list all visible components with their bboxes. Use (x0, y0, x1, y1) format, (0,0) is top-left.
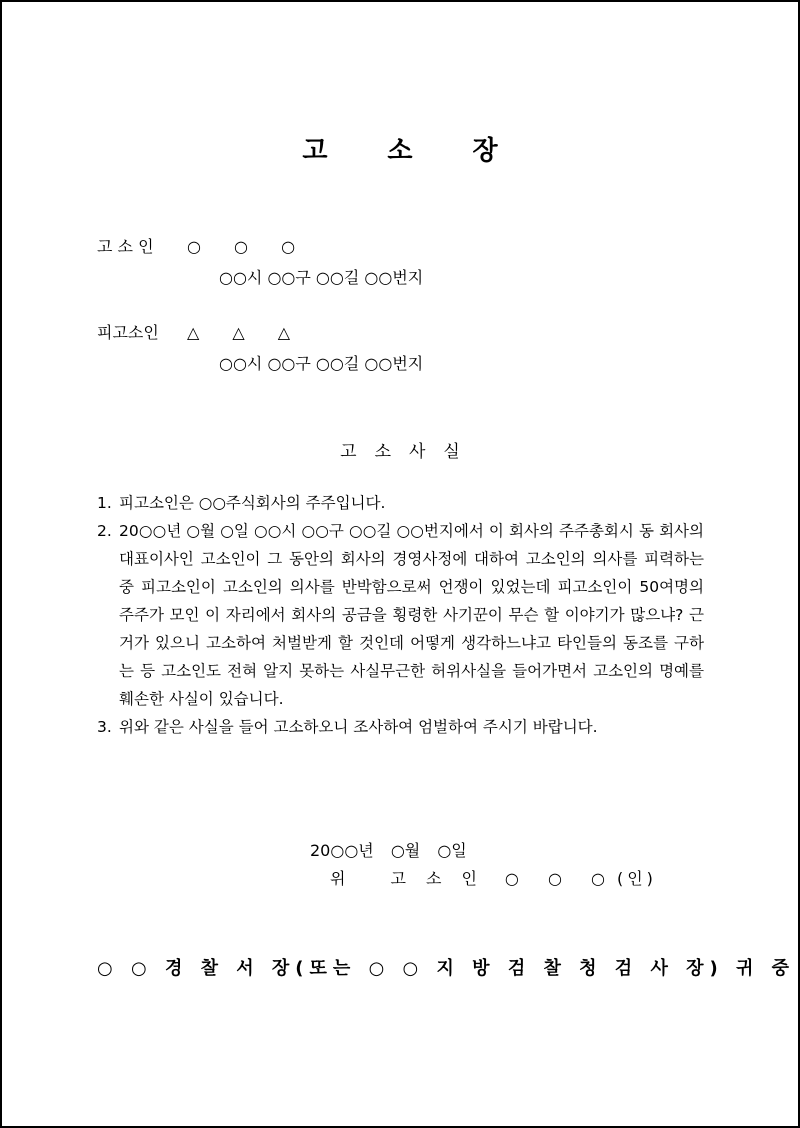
fact-text: 피고소인은 ○○주식회사의 주주입니다. (119, 494, 386, 512)
fact-item (97, 489, 704, 517)
signer-name: ○ ○ ○ (504, 869, 617, 888)
signer-line (330, 866, 657, 889)
complainant-block (97, 234, 423, 288)
signer-label: 위 고소인 (330, 869, 497, 888)
facts-list (97, 489, 704, 741)
filing-date: 20○○년 ○월 ○일 (310, 841, 467, 860)
document-title: 고소장 (302, 136, 558, 166)
fact-number: 2. (97, 522, 112, 540)
defendant-name: △ △ △ (187, 323, 305, 342)
defendant-block (97, 320, 423, 374)
seal-mark: (인) (616, 869, 657, 888)
fact-text: 위와 같은 사실을 들어 고소하오니 조사하여 엄벌하여 주시기 바랍니다. (119, 718, 598, 736)
addressee: ○ ○ 경 찰 서 장(또는 ○ ○ 지 방 검 찰 청 검 사 장) 귀 중 (97, 958, 796, 979)
fact-number: 3. (97, 718, 112, 736)
complainant-name: ○ ○ ○ (187, 237, 310, 256)
fact-item (97, 713, 704, 741)
fact-text: 20○○년 ○월 ○일 ○○시 ○○구 ○○길 ○○번지에서 이 회사의 주주총회시 동 회사의 대표이사인 고소인이 그 동안의 회사의 경영사정에 대하여 고소인의 의사를 피력하는 중 피고소인이 고소인의 의사를 반박함으로써 언쟁이 있었는데 피고소인이 50여명의 주주가 모인 이 자리에서 회사의 공금을 횡령한 사기꾼이 무슨 할 이야기가 많으냐? 근거가 있으니 고소하여 처벌받게 할 것인데 어떻게 생각하느냐고 타인들의 동조를 구하는 등 고소인도 전혀 알지 못하는 사실무근한 허위사실을 들어가면서 고소인의 명예를 훼손한 사실이 있습니다. (119, 522, 704, 708)
fact-number: 1. (97, 494, 112, 512)
complainant-address: ○○시 ○○구 ○○길 ○○번지 (219, 268, 424, 287)
defendant-address: ○○시 ○○구 ○○길 ○○번지 (219, 354, 424, 373)
facts-title: 고소사실 (340, 442, 478, 462)
defendant-label: 피고소인 (97, 323, 159, 342)
complainant-label: 고 소 인 (97, 237, 154, 256)
fact-item (97, 517, 704, 713)
